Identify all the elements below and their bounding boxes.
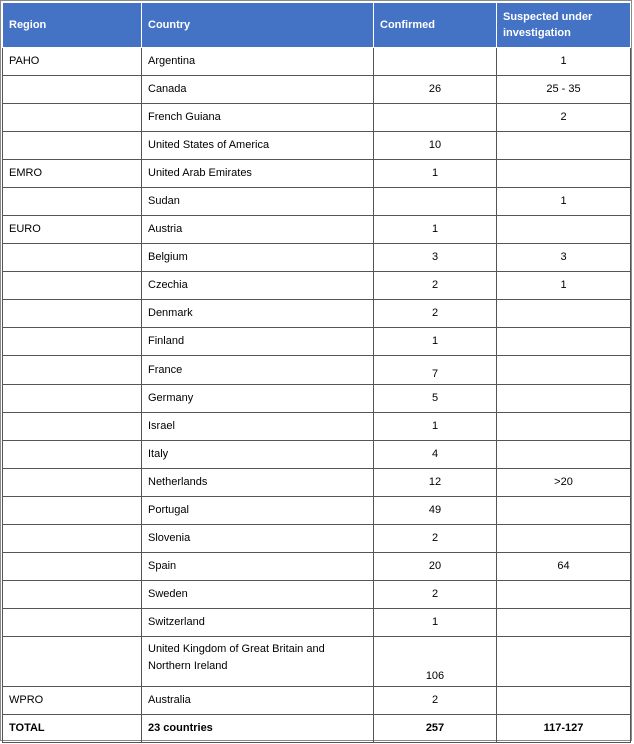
cell-confirmed: 2 [374,525,497,553]
cell-suspected: 3 [497,244,631,272]
cell-suspected: 25 - 35 [497,76,631,104]
cell-suspected [497,328,631,356]
cell-region [3,497,142,525]
cell-region [3,328,142,356]
cell-country: Czechia [142,272,374,300]
cell-region [3,637,142,687]
cell-country: United Arab Emirates [142,160,374,188]
cell-suspected [497,441,631,469]
total-row [3,715,631,743]
cell-confirmed [374,188,497,216]
cell-confirmed: 2 [374,300,497,328]
cell-region [3,413,142,441]
cell-region [3,76,142,104]
cell-region [3,609,142,637]
table-row [3,132,631,160]
cell-country: Portugal [142,497,374,525]
cell-suspected [497,356,631,385]
cell-confirmed: 1 [374,609,497,637]
cell-confirmed: 10 [374,132,497,160]
table-row [3,637,631,687]
header-suspected: Suspected under investigation [497,3,631,48]
table-row [3,244,631,272]
cell-country: Switzerland [142,609,374,637]
cases-table [2,2,631,743]
table-row [3,609,631,637]
cell-region [3,132,142,160]
table-row [3,413,631,441]
cell-confirmed: 1 [374,160,497,188]
cell-region: WPRO [3,687,142,715]
cell-region [3,356,142,385]
cell-suspected [497,216,631,244]
table-row [3,553,631,581]
cell-country: Netherlands [142,469,374,497]
table-row [3,216,631,244]
cell-country: Argentina [142,48,374,76]
cell-country: United States of America [142,132,374,160]
cell-country: Sweden [142,581,374,609]
cell-suspected [497,300,631,328]
table-row [3,497,631,525]
table-row [3,328,631,356]
table-row [3,76,631,104]
cell-country: Belgium [142,244,374,272]
cell-confirmed: 7 [374,356,497,385]
cell-country: Sudan [142,188,374,216]
cell-suspected: >20 [497,469,631,497]
cell-suspected [497,609,631,637]
cell-country: Italy [142,441,374,469]
header-country: Country [142,3,374,48]
table-row [3,300,631,328]
cell-region [3,469,142,497]
cell-confirmed: 12 [374,469,497,497]
cell-confirmed: 20 [374,553,497,581]
cell-country: France [142,356,374,385]
cell-suspected [497,132,631,160]
cell-region [3,244,142,272]
total-region: TOTAL [3,715,142,743]
cell-country: French Guiana [142,104,374,132]
cell-region [3,525,142,553]
cell-region [3,553,142,581]
cell-suspected: 1 [497,272,631,300]
cell-country: Canada [142,76,374,104]
cell-region [3,188,142,216]
cell-suspected [497,385,631,413]
cell-region [3,581,142,609]
total-suspected: 117-127 [497,715,631,743]
cell-confirmed [374,104,497,132]
cell-confirmed: 26 [374,76,497,104]
cell-suspected [497,687,631,715]
header-region: Region [3,3,142,48]
cell-region [3,272,142,300]
table-row [3,525,631,553]
cell-country: Slovenia [142,525,374,553]
table-row [3,441,631,469]
cell-confirmed: 2 [374,272,497,300]
total-country: 23 countries [142,715,374,743]
cell-region: EMRO [3,160,142,188]
cell-confirmed: 1 [374,216,497,244]
cell-region [3,441,142,469]
cell-confirmed [374,48,497,76]
cell-country: Spain [142,553,374,581]
cell-region [3,300,142,328]
cell-confirmed: 2 [374,687,497,715]
cell-confirmed: 3 [374,244,497,272]
cell-confirmed: 106 [374,637,497,687]
cell-suspected: 2 [497,104,631,132]
cell-confirmed: 1 [374,328,497,356]
cell-suspected [497,525,631,553]
cell-suspected [497,637,631,687]
table-row [3,687,631,715]
total-confirmed: 257 [374,715,497,743]
cell-country: Austria [142,216,374,244]
table-row [3,160,631,188]
cell-confirmed: 2 [374,581,497,609]
table-row [3,385,631,413]
cell-country: Finland [142,328,374,356]
cell-suspected: 1 [497,48,631,76]
cell-country: Israel [142,413,374,441]
cell-confirmed: 4 [374,441,497,469]
cell-confirmed: 49 [374,497,497,525]
cell-suspected [497,581,631,609]
cell-region [3,385,142,413]
cell-suspected [497,497,631,525]
cell-suspected [497,160,631,188]
header-row [3,3,631,48]
cell-suspected [497,413,631,441]
cell-suspected: 1 [497,188,631,216]
table-row [3,104,631,132]
table-row [3,469,631,497]
cell-confirmed: 5 [374,385,497,413]
table-row [3,581,631,609]
cell-region: EURO [3,216,142,244]
table-row [3,188,631,216]
table-row [3,272,631,300]
cell-country: United Kingdom of Great Britain and Northern Ireland [142,637,374,687]
cell-confirmed: 1 [374,413,497,441]
cell-region [3,104,142,132]
header-confirmed: Confirmed [374,3,497,48]
cell-region: PAHO [3,48,142,76]
cell-country: Germany [142,385,374,413]
table-row [3,48,631,76]
cell-country: Denmark [142,300,374,328]
table-row [3,356,631,385]
cell-country: Australia [142,687,374,715]
table-body [3,48,631,715]
cell-suspected: 64 [497,553,631,581]
